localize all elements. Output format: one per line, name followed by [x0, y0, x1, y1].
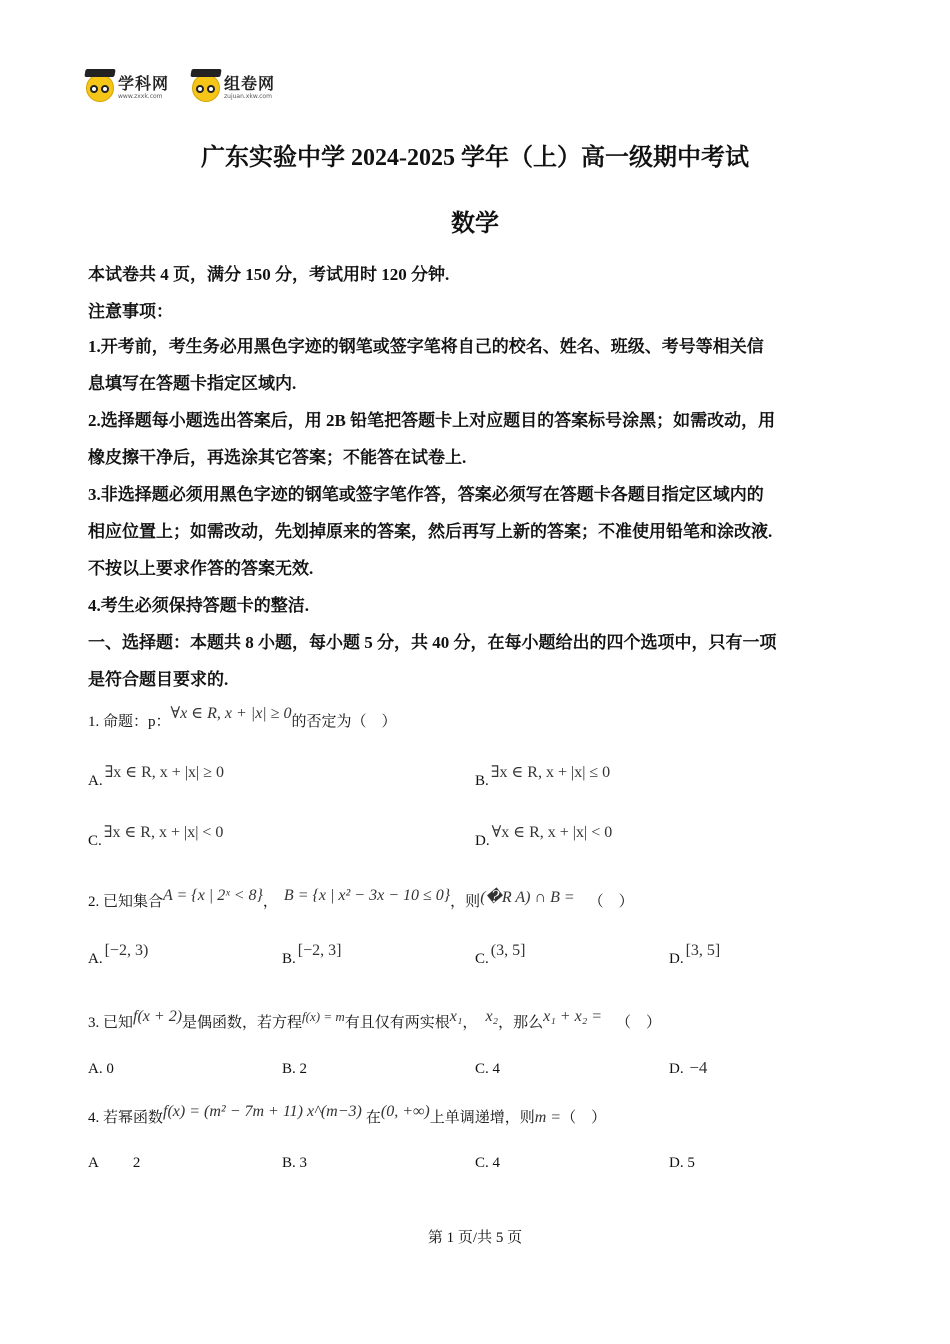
question-prefix: 3. 已知 — [88, 1015, 134, 1031]
root-x2: x₂ — [485, 1008, 499, 1025]
q4-option-b[interactable] — [282, 1155, 307, 1172]
option-value: ∀x ∈ R, x + |x| < 0 — [491, 824, 613, 841]
question-suffix: （ ） — [561, 1110, 607, 1126]
q3-option-a[interactable] — [88, 1061, 114, 1078]
logo-zujuanwang — [192, 70, 275, 106]
logo-name: 学科网 — [118, 74, 170, 93]
variable-m: m = — [534, 1109, 562, 1126]
option-label: A. — [88, 951, 103, 967]
option-label: B. — [475, 773, 489, 789]
question-text: 有且仅有两实根 — [344, 1015, 450, 1031]
notice-line: 橡皮擦干净后，再选涂其它答案；不能答在试卷上. — [88, 448, 467, 467]
logo-url: zujuan.xkw.com — [224, 93, 272, 100]
option-label: A. — [88, 1061, 103, 1077]
option-value: 3 — [299, 1155, 308, 1171]
notice-line: 相应位置上；如需改动，先划掉原来的答案，然后再写上新的答案；不准使用铅笔和涂改液. — [88, 522, 773, 541]
logo-name: 组卷网 — [224, 74, 276, 93]
option-value: (3, 5] — [490, 942, 526, 959]
math-expression: ∀x ∈ R, x + |x| ≥ 0 — [170, 705, 292, 722]
page-footer: 第 1 页/共 5 页 — [427, 1230, 523, 1246]
option-label: D. — [669, 1155, 684, 1171]
exam-title: 广东实验中学 2024-2025 学年（上）高一级期中考试 — [201, 145, 749, 171]
option-label: C. — [475, 1155, 489, 1171]
section-heading: 是符合题目要求的. — [88, 670, 229, 689]
q3-option-d[interactable] — [669, 1058, 707, 1078]
question-prefix: 4. 若幂函数 — [88, 1110, 164, 1126]
sum-expression: x₁ + x₂ = — [543, 1008, 603, 1025]
question-3 — [88, 1008, 662, 1032]
q3-option-c[interactable] — [475, 1061, 500, 1078]
question-text: 是偶函数，若方程 — [182, 1015, 303, 1031]
q4-option-d[interactable] — [669, 1155, 695, 1172]
option-label: A — [88, 1155, 99, 1171]
q1-option-a[interactable] — [88, 762, 224, 789]
question-4 — [88, 1103, 607, 1127]
option-value: ∃x ∈ R, x + |x| < 0 — [103, 824, 224, 841]
q2-option-d[interactable] — [669, 942, 721, 967]
separator: ， — [462, 1015, 478, 1031]
option-value: 4 — [492, 1061, 501, 1077]
q2-option-a[interactable] — [88, 942, 149, 967]
question-prefix: 1. 命题：p： — [88, 714, 171, 730]
owl-icon — [192, 74, 220, 102]
question-2 — [88, 887, 634, 911]
option-value: ∃x ∈ R, x + |x| ≤ 0 — [490, 764, 611, 781]
option-value: [3, 5] — [685, 942, 721, 959]
function-expression: f(x + 2) — [133, 1008, 183, 1025]
q3-option-b[interactable] — [282, 1061, 307, 1078]
option-label: A. — [88, 773, 103, 789]
q4-option-c[interactable] — [475, 1155, 500, 1172]
option-label: C. — [475, 1061, 489, 1077]
question-suffix: （ ） — [588, 894, 634, 910]
question-text: ，则 — [450, 894, 481, 910]
section-heading: 一、选择题：本题共 8 小题，每小题 5 分，共 40 分，在每小题给出的四个选项中，只有一项 — [88, 633, 777, 652]
intro-text: 本试卷共 4 页，满分 150 分，考试用时 120 分钟. — [88, 265, 450, 284]
option-label: D. — [475, 833, 490, 849]
option-value: 2 — [132, 1155, 141, 1171]
logo-url: www.zxxk.com — [118, 93, 163, 100]
option-value: 5 — [687, 1155, 695, 1171]
question-suffix: 的否定为（ ） — [291, 714, 397, 730]
option-label: B. — [282, 951, 296, 967]
q4-option-a[interactable] — [88, 1155, 140, 1172]
notice-line: 4.考生必须保持答题卡的整洁. — [88, 596, 309, 615]
option-value: 0 — [106, 1061, 114, 1077]
notice-line: 不按以上要求作答的答案无效. — [88, 559, 314, 578]
q1-option-b[interactable] — [475, 762, 611, 789]
q1-option-d[interactable] — [475, 822, 613, 849]
option-value: −4 — [689, 1058, 708, 1077]
q2-option-c[interactable] — [475, 942, 526, 967]
question-text: ，那么 — [498, 1015, 544, 1031]
question-text: 上单调递增，则 — [429, 1110, 535, 1126]
exam-subject: 数学 — [451, 211, 499, 237]
option-label: B. — [282, 1155, 296, 1171]
option-label: C. — [88, 833, 102, 849]
option-value: [−2, 3) — [104, 942, 149, 959]
option-value: 4 — [492, 1155, 501, 1171]
question-text: 在 — [365, 1110, 381, 1126]
set-b: B = {x | x² − 3x − 10 ≤ 0} — [283, 887, 451, 904]
function-expression: f(x) = (m² − 7m + 11) x^(m−3) — [163, 1103, 362, 1120]
equation: f(x) = m — [302, 1009, 345, 1024]
notice-line: 3.非选择题必须用黑色字迹的钢笔或签字笔作答，答案必须写在答题卡各题目指定区域内的 — [88, 485, 764, 504]
option-value: ∃x ∈ R, x + |x| ≥ 0 — [104, 764, 224, 781]
option-value: [−2, 3] — [297, 942, 342, 959]
root-x1: x₁ — [449, 1008, 463, 1025]
notice-heading: 注意事项： — [88, 302, 173, 321]
notice-line: 息填写在答题卡指定区域内. — [88, 374, 297, 393]
interval: (0, +∞) — [380, 1103, 430, 1120]
question-suffix: （ ） — [616, 1015, 662, 1031]
question-prefix: 2. 已知集合 — [88, 894, 164, 910]
notice-line: 1.开考前，考生务必用黑色字迹的钢笔或签字笔将自己的校名、姓名、班级、考号等相关信 — [88, 337, 764, 356]
set-a: A = {x | 2ˣ < 8} — [163, 887, 263, 904]
option-label: B. — [282, 1061, 296, 1077]
q1-option-c[interactable] — [88, 822, 224, 849]
option-label: C. — [475, 951, 489, 967]
q2-option-b[interactable] — [282, 942, 342, 967]
separator: ， — [262, 894, 278, 910]
notice-line: 2.选择题每小题选出答案后，用 2B 铅笔把答题卡上对应题目的答案标号涂黑；如需改动，用 — [88, 411, 776, 430]
option-label: D. — [669, 1061, 684, 1077]
logo-xuekewang — [86, 70, 169, 106]
math-expression: (�R A) ∩ B = — [480, 889, 575, 906]
question-1 — [88, 705, 397, 731]
option-label: D. — [669, 951, 684, 967]
option-value: 2 — [299, 1061, 308, 1077]
owl-icon — [86, 74, 114, 102]
